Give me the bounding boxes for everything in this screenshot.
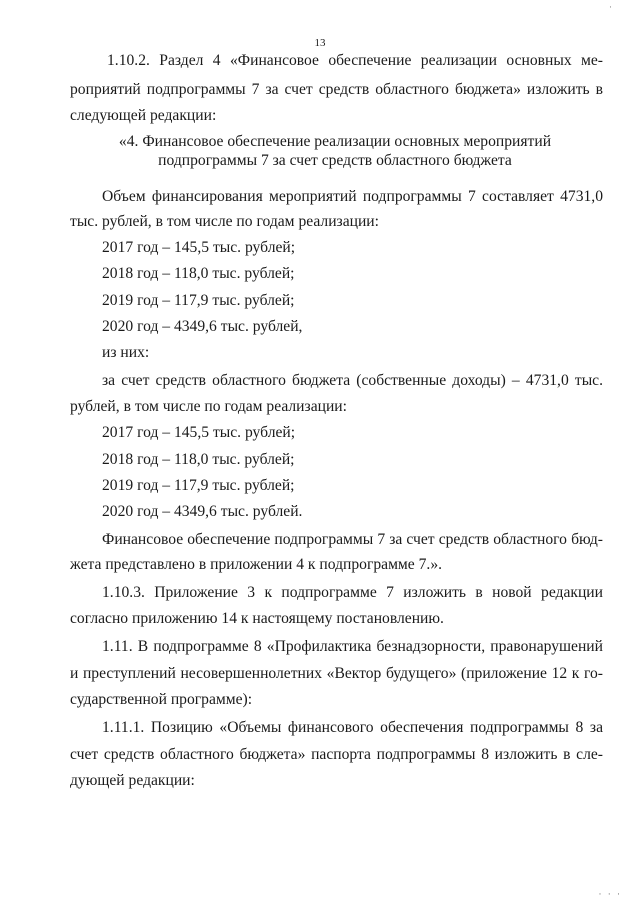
regional-budget-line-2: рублей, в том числе по годам реализации: [70,398,347,415]
regional-year-2020: 2020 год – 4349,6 тыс. рублей. [102,503,303,520]
regional-year-2018: 2018 год – 118,0 тыс. рублей; [102,451,295,468]
regional-budget-line-1: за счет средств областного бюджета (собственные доходы) – 4731,0 тыс. [102,372,603,389]
funding-volume-line-1: Объем финансирования мероприятий подпрограммы 7 составляет 4731,0 [102,188,603,205]
year-2020-total: 2020 год – 4349,6 тыс. рублей, [102,318,303,335]
scan-corner-mark-bottom: · · · [598,889,622,899]
funding-volume-line-2: тыс. рублей, в том числе по годам реализации: [70,213,379,230]
section-heading-line-1: «4. Финансовое обеспечение реализации основных мероприятий [118,133,552,150]
year-2019-total: 2019 год – 117,9 тыс. рублей; [102,292,295,309]
financial-provision-line-2: жета представлено в приложении 4 к подпрограмме 7.». [70,556,443,573]
clause-1-11-line-3: сударственной программе): [70,691,253,708]
clause-1-10-2-line-1: 1.10.2. Раздел 4 «Финансовое обеспечение реализации основных ме- [107,52,603,69]
clause-1-10-3-line-2: согласно приложению 14 к настоящему постановлению. [70,610,444,627]
year-2017-total: 2017 год – 145,5 тыс. рублей; [102,239,296,256]
clause-1-11-1-line-1: 1.11.1. Позицию «Объемы финансового обеспечения подпрограммы 8 за [102,719,603,736]
clause-1-11-line-1: 1.11. В подпрограмме 8 «Профилактика безнадзорности, правонарушений [102,638,603,655]
section-heading-line-2: подпрограммы 7 за счет средств областного бюджета [158,152,512,169]
clause-1-10-2-line-3: следующей редакции: [70,107,217,124]
clause-1-11-1-line-2: счет средств областного бюджета» паспорта подпрограммы 8 изложить в сле- [70,746,603,763]
clause-1-10-2-line-2: роприятий подпрограммы 7 за счет средств областного бюджета» изложить в [70,81,603,98]
scan-corner-mark-top: · [609,2,612,12]
page-number: 13 [314,37,326,49]
regional-year-2019: 2019 год – 117,9 тыс. рублей; [102,477,295,494]
clause-1-11-1-line-3: дующей редакции: [70,772,195,789]
financial-provision-line-1: Финансовое обеспечение подпрограммы 7 за счет средств областного бюд- [102,531,603,548]
regional-year-2017: 2017 год – 145,5 тыс. рублей; [102,424,296,441]
clause-1-11-line-2: и преступлений несовершеннолетних «Вектор будущего» (приложение 12 к го- [70,665,603,682]
of-which-label: из них: [102,344,150,361]
year-2018-total: 2018 год – 118,0 тыс. рублей; [102,265,295,282]
clause-1-10-3-line-1: 1.10.3. Приложение 3 к подпрограмме 7 изложить в новой редакции [102,584,603,601]
